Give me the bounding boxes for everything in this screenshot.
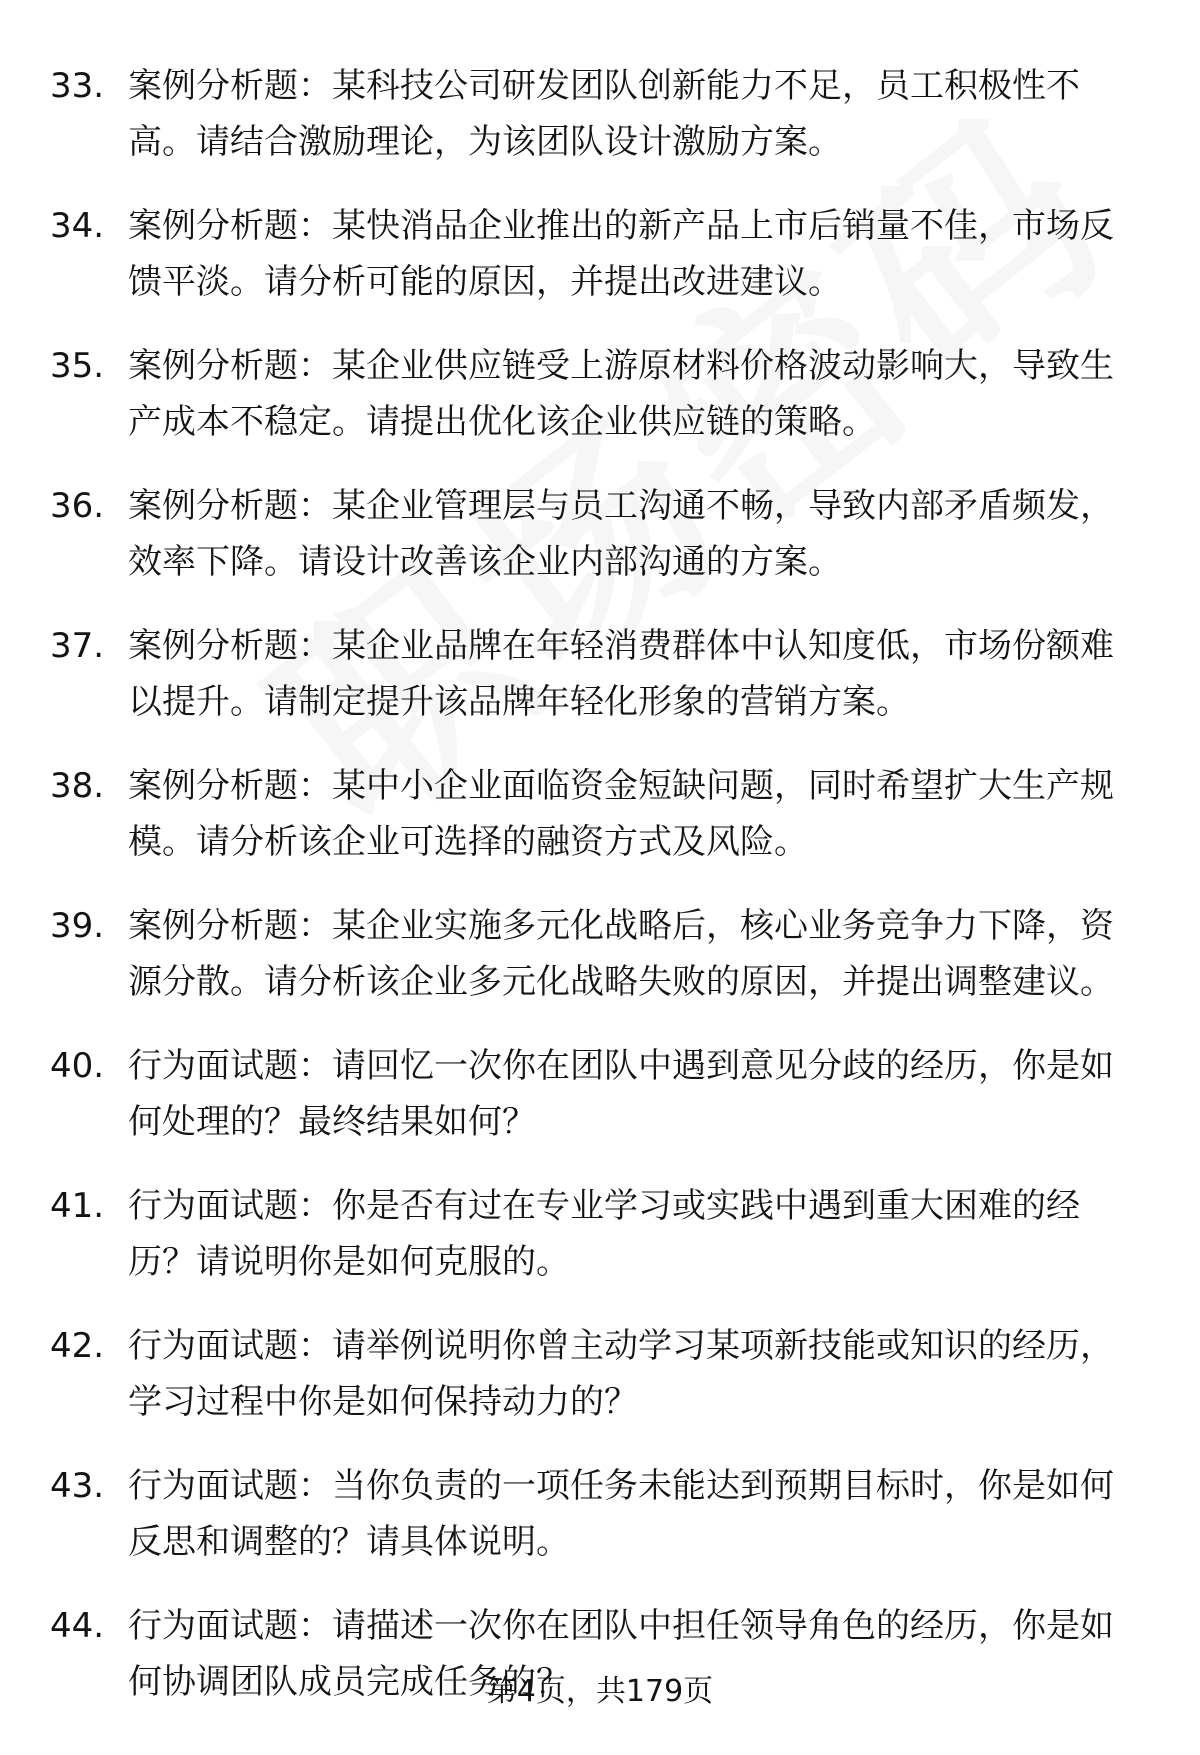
question-number: 40. (50, 1046, 105, 1086)
question-number: 41. (50, 1186, 105, 1226)
question-text: 行为面试题：你是否有过在专业学习或实践中遇到重大困难的经历？请说明你是如何克服的。 (128, 1186, 1080, 1282)
list-item (50, 1318, 1140, 1430)
question-number: 39. (50, 906, 105, 946)
page-number-footer: 第4页，共179页 (486, 1674, 714, 1709)
question-number: 44. (50, 1606, 105, 1646)
question-text: 行为面试题：请描述一次你在团队中担任领导角色的经历，你是如何协调团队成员完成任务的？ (128, 1606, 1114, 1702)
list-item (50, 338, 1140, 450)
question-number: 37. (50, 626, 105, 666)
list-item (50, 1178, 1140, 1290)
question-text: 行为面试题：请回忆一次你在团队中遇到意见分歧的经历，你是如何处理的？最终结果如何？ (128, 1046, 1114, 1142)
question-number: 36. (50, 486, 105, 526)
list-item (50, 1038, 1140, 1150)
question-number: 43. (50, 1466, 105, 1506)
question-number: 34. (50, 206, 105, 246)
list-item (50, 898, 1140, 1010)
question-text: 案例分析题：某企业品牌在年轻消费群体中认知度低，市场份额难以提升。请制定提升该品牌年轻化形象的营销方案。 (128, 626, 1114, 722)
question-number: 35. (50, 346, 105, 386)
question-text: 案例分析题：某中小企业面临资金短缺问题，同时希望扩大生产规模。请分析该企业可选择的融资方式及风险。 (128, 766, 1114, 862)
question-number: 42. (50, 1326, 105, 1366)
list-item (50, 618, 1140, 730)
question-text: 行为面试题：当你负责的一项任务未能达到预期目标时，你是如何反思和调整的？请具体说明。 (128, 1466, 1114, 1562)
list-item (50, 758, 1140, 870)
question-number: 33. (50, 66, 105, 106)
question-text: 案例分析题：某企业管理层与员工沟通不畅，导致内部矛盾频发，效率下降。请设计改善该企业内部沟通的方案。 (128, 486, 1114, 582)
question-number: 38. (50, 766, 105, 806)
question-text: 行为面试题：请举例说明你曾主动学习某项新技能或知识的经历，学习过程中你是如何保持动力的？ (128, 1326, 1114, 1422)
question-list (50, 58, 1140, 1738)
question-text: 案例分析题：某快消品企业推出的新产品上市后销量不佳，市场反馈平淡。请分析可能的原因，并提出改进建议。 (128, 206, 1114, 302)
question-text: 案例分析题：某科技公司研发团队创新能力不足，员工积极性不高。请结合激励理论，为该团队设计激励方案。 (128, 66, 1080, 162)
list-item (50, 478, 1140, 590)
question-text: 案例分析题：某企业供应链受上游原材料价格波动影响大，导致生产成本不稳定。请提出优化该企业供应链的策略。 (128, 346, 1114, 442)
question-text: 案例分析题：某企业实施多元化战略后，核心业务竞争力下降，资源分散。请分析该企业多元化战略失败的原因，并提出调整建议。 (128, 906, 1114, 1002)
list-item (50, 198, 1140, 310)
list-item (50, 1458, 1140, 1570)
list-item (50, 58, 1140, 170)
